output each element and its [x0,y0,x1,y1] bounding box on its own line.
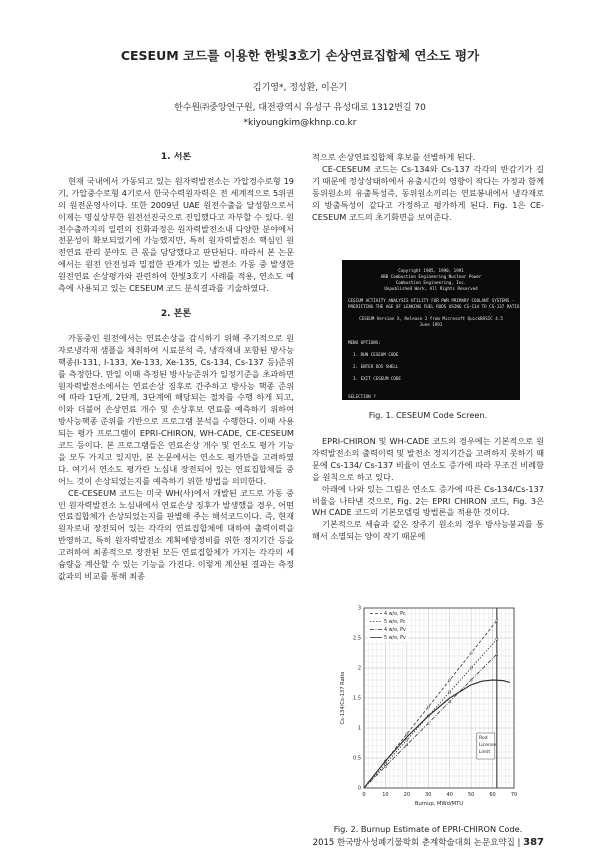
x-tick-label: 70 [510,792,518,798]
chiron-cade-paragraph: EPRI-CHIRON 및 WH-CADE 코드의 경우에는 기본적으로 원자력발전소의 출력이력 및 발전소 정지기간을 고려하지 못하기 때문에 Cs-134/ Cs-137 비율이 연소도 증가에 따라 무조건 비례함을 원칙으로 하고 있다. [312,436,544,482]
figure-1-caption: Fig. 1. CESEUM Code Screen. [368,410,488,420]
series-point [496,653,498,655]
series-point [496,638,498,640]
body-paragraph-1: 가동중인 원전에서는 연료손상을 감시하기 위해 주기적으로 원자로냉각재 샘플을 채취하여 시료분석 즉, 냉각재내 포함된 방사능 핵종(I-131, I-133, Xe-133, Xe-135, Cs-134, Cs-137 등)준위를 측정한다. 만일 이때 측정된 방사능준위가 일정기준을 초과하면 원자력발전소에서는 연료손상 징후로 간주하고 방사능 핵종 준위에 따라 1단계, 2단계, 3단계에 해당되는 절차를 수행 하게 되고, 이와 더불어 손상연료 개수 및 손상후보 연료를 예측하기 위하여 방사능핵종 준위를 기반으로 프로그램 분석을 수행한다. 이때 사용되는 평가 프로그램이 EPRI-CHIRON, WH-CADE, CE-CESEUM 코드 등이다. 본 프로그램들은 연료손상 개수 및 연소도 평가 기능을 모두 가지고 있지만, 본 논문에서는 연소도 평가만을 고려하였다. 여기서 연소도 평가란 노심내 장전되어 있는 연료집합체들 중 어느 것이 손상되었는지를 예측하기 위한 방법을 의미한다. [58,332,294,486]
y-tick-label: 2 [357,665,361,672]
screen-line: 1. RUN CESEUM CODE [348,352,399,357]
screen-line: SELECTION ? [348,394,381,399]
figure-2-caption: Fig. 2. Burnup Estimate of EPRI-CHIRON Code. [333,824,523,834]
x-tick-label: 50 [467,792,475,798]
series-point [470,652,472,654]
screen-line: Copyright 1985, 1990, 1991 [398,268,464,273]
x-tick-label: 0 [362,792,366,798]
affiliation: 한수원㈜중앙연구원, 대전광역시 유성구 유성대로 1312번길 70 [174,103,426,113]
x-tick-label: 10 [382,792,389,798]
screen-line: June 1991 [419,322,443,327]
legend-label: 4 w/o, Pc [384,612,406,617]
x-tick-label: 40 [446,792,453,798]
series-point [496,620,498,622]
right-column-top [312,152,544,223]
y-tick-label: 2.5 [353,635,361,642]
x-tick-label: 20 [403,792,411,798]
x-tick-label: 60 [489,792,496,798]
paper-title: CESEUM 코드를 이용한 한빛3호기 손상연료집합체 연소도 평가 [120,48,480,63]
series-point [470,667,472,669]
ratio-figure-paragraph: 아래에 나와 있는 그림은 연소도 증가에 따른 Cs-134/Cs-137 비율을 나타낸 것으로, Fig. 2는 EPRI CHIRON 코드, Fig. 3은 WH CADE 코드의 기본모델링 방법론을 적용한 것이다. [312,483,544,518]
series-point [406,733,408,735]
body-paragraph-2: CE-CESEUM 코드는 미국 WH(사)에서 개발된 코드로 가동 중 인 원자력발전소 노심내에서 연료손상 징후가 발생했을 경우, 어떤 연료집합체가 손상되었는지를 판별해 주는 해석코드이다. 즉, 현재 원자로내 장전되어 있는 각각의 연료집합체에 대하여 출력이력을 반영하고, 특히 원자력발전소 계획예방정비를 위한 정지기간 등을 고려하여 최종적으로 장전된 모든 연료집합체가 가지는 각각의 세슘량을 계산할 수 있는 기능을 가진다. 이렇게 계산된 결과는 측정값과의 비교를 통해 최종 [58,487,294,581]
y-tick-label: 3 [357,605,361,612]
screen-line: ABB Combustion Engineering Nuclear Power [380,274,482,279]
legend-label: 5 w/o, Pv [384,636,406,641]
page-number: 387 [523,837,544,848]
conference-name: 2015 한국방사성폐기물학회 춘계학술대회 논문요약집 [312,838,515,848]
y-tick-label: 0.5 [353,755,361,762]
series-point [406,739,408,741]
ceseum-paragraph: CE-CESEUM 코드는 Cs-134와 Cs-137 각각의 반감기가 길기 때문에 정상상태하에서 유출시간의 영향이 작다는 가정과 함께 동위원소의 유출특성즉, 동위원소끼리는 연료봉내에서 냉각재로의 방출특성이 같다고 가정하고 평가하게 된다. Fig. 1은 CE-CESEUM 코드의 초기화면을 보여준다. [312,163,544,222]
y-tick-label: 1.5 [353,695,361,702]
continued-paragraph: 적으로 손상연료집합체 후보를 선별하게 된다. [312,152,476,162]
screen-text [348,268,520,400]
right-column-middle [312,436,544,543]
series-point [449,679,451,681]
screen-line: 3. EXIT CESEUM CODE [348,376,401,381]
authors: 김기영*, 정성환, 이은기 [252,83,348,93]
annotation-text: Rod [478,736,488,741]
screen-line: PREDICTING THE AGE OF LEAKING FUEL RODS USING CS-134 TO CS-137 RATIO [348,304,520,309]
cesium-decay-paragraph: 기본적으로 세슘과 같은 장주기 원소의 경우 방사능붕괴를 통해서 소멸되는 양이 작기 때문에 [312,519,544,542]
section-1-title: 1. 서론 [160,152,192,162]
screen-line: 2. ENTER DOS SHELL [348,364,399,369]
annotation-text: License [478,743,497,748]
y-tick-label: 1 [357,725,361,732]
series-point [449,691,451,693]
series-point [427,706,429,708]
annotation-text: Limit [478,750,491,755]
left-column [58,152,294,824]
burnup-chart [330,600,530,822]
section-2-title: 2. 본론 [160,308,192,319]
screen-line: Combustion Engineering, Inc. [395,280,467,285]
screen-line: CESEUM Version X, Release 2 from Microsoft QuickBASIC 4.5 [359,316,503,321]
y-tick-label: 0 [357,785,361,792]
intro-paragraph: 현재 국내에서 가동되고 있는 원자력발전소는 가압경수로형 19기, 가압중수로형 4기로서 한국수력원자력은 전 세계적으로 5위권의 원전운영사이다. 또한 2009년 UAE 원전수출을 달성함으로서 이제는 명실상부한 원전선진국으로 진입했다고 자부할 수 있다. 원전수출까지의 일련의 진화과정은 원자력발전소내 다양한 분야에서 전문성이 확보되었기에 가능했지만, 특히 원자력발전소 핵심인 원전연료 관리 분야도 큰 몫을 담당했다고 판단된다. 따라서 본 논문에서는 원전 안전성과 밀접한 관계가 있는 발전소 가동 중 발생한 원전연료 손상평가와 관련하여 한빛3호기 사례를 적용, 연소도 예측에 사용되고 있는 CESEUM 코드 분석결과를 기술하였다. [58,175,294,294]
legend-label: 4 w/o, Pv [384,628,406,633]
email: *kiyoungkim@khnp.co.kr [243,118,357,128]
series-line [364,654,497,788]
x-axis-label: Burnup, MWd/MTU [414,801,464,807]
x-tick-label: 30 [425,792,432,798]
page-separator: | [517,838,521,848]
legend-label: 5 w/o, Pc [384,620,406,625]
footer [313,836,544,848]
ceseum-code-screen [342,260,520,400]
screen-line: MENU OPTIONS: [348,340,381,345]
screen-line: CESIUM ACTIVITY ANALYSIS UTILITY FOR PWR PRIMARY COOLANT SYSTEMS - [348,298,515,303]
y-axis-label: Cs-134/Cs-137 Ratio [340,671,346,725]
screen-line: Unpublished Work, All Rights Reserved [384,286,478,291]
